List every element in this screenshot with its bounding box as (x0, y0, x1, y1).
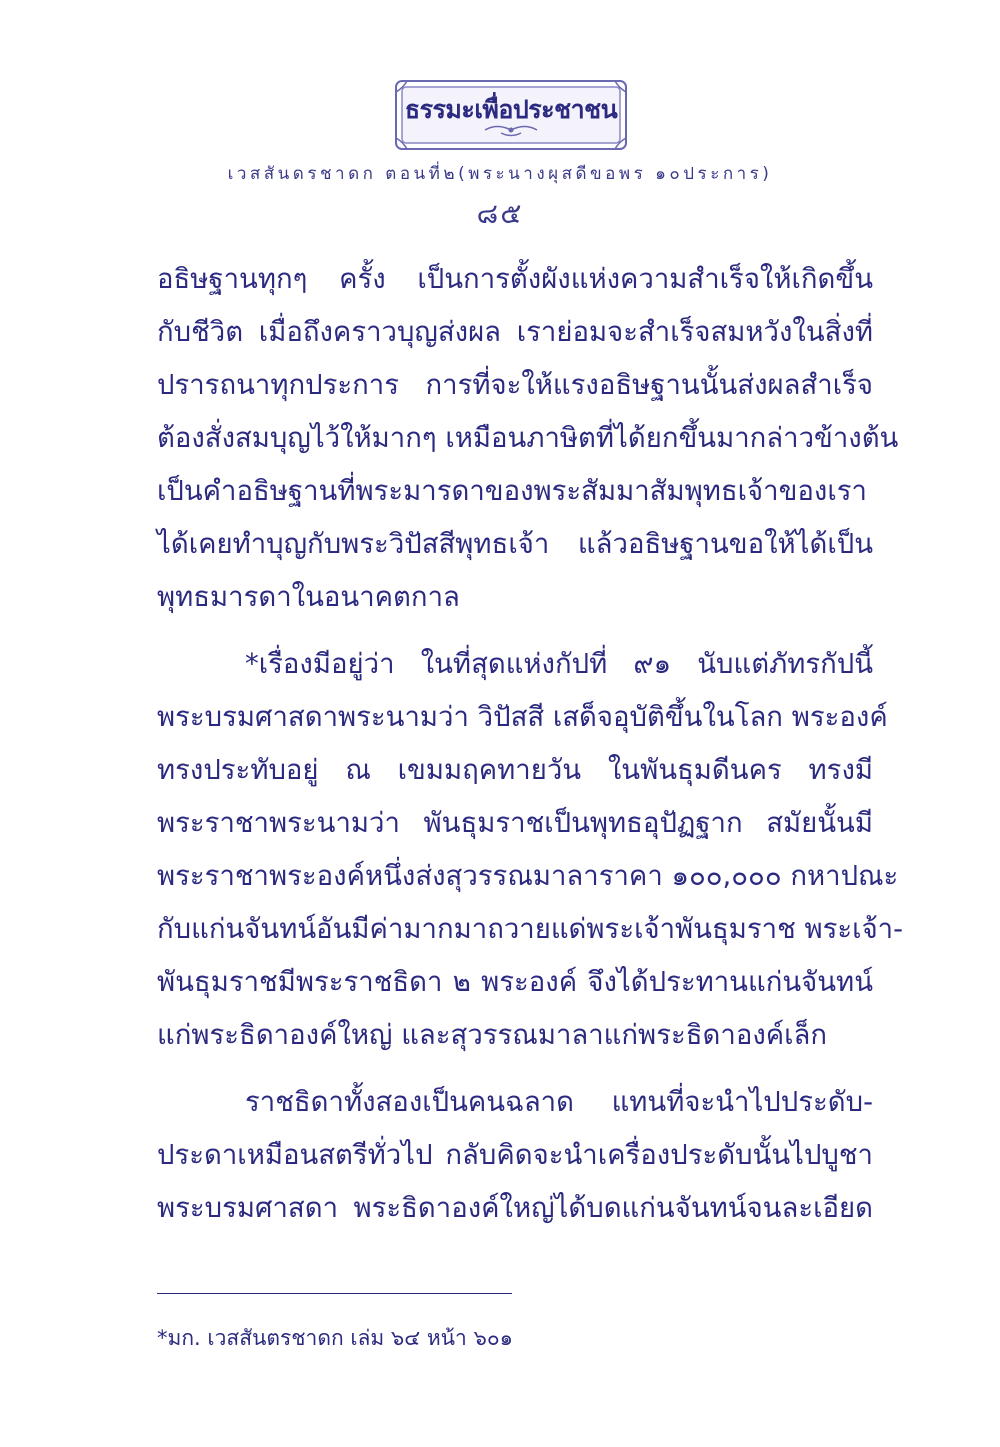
text-line: อธิษฐานทุกๆ ครั้ง เป็นการตั้งผังแห่งความสำเร็จให้เกิดขึ้น (157, 263, 873, 295)
body-text (157, 253, 904, 1235)
text-line: พระราชาพระองค์หนึ่งส่งสุวรรณมาลาราคา ๑๐๐,๐๐๐ กหาปณะ (157, 860, 899, 892)
text-line: ได้เคยทำบุญกับพระวิปัสสีพุทธเจ้า แล้วอธิษฐานขอให้ได้เป็น (157, 528, 873, 560)
text-line: *เรื่องมีอยู่ว่า ในที่สุดแห่งกัปที่ ๙๑ นับแต่ภัทรกัปนี้ (245, 648, 873, 680)
paragraph-3 (157, 1076, 873, 1235)
chapter-subtitle: เวสสันดรชาดก ตอนที่๒(พระนางผุสดีขอพร ๑๐ประการ) (227, 164, 773, 184)
text-line: พระราชาพระนามว่า พันธุมราชเป็นพุทธอุปัฏฐาก สมัยนั้นมี (157, 807, 873, 839)
header-logo (393, 78, 629, 152)
text-line: ทรงประทับอยู่ ณ เขมมฤคทายวัน ในพันธุมดีนคร ทรงมี (157, 754, 873, 786)
text-line: พระบรมศาสดาพระนามว่า วิปัสสี เสด็จอุบัติขึ้นในโลก พระองค์ (157, 701, 888, 733)
text-line: พันธุมราชมีพระราชธิดา ๒ พระองค์ จึงได้ประทานแก่นจันทน์ (157, 966, 873, 998)
logo-text: ธรรมะเพื่อประชาชน (404, 95, 618, 124)
paragraph-1 (157, 253, 899, 624)
text-line: พุทธมารดาในอนาคตกาล (157, 581, 460, 613)
text-line: ต้องสั่งสมบุญไว้ให้มากๆ เหมือนภาษิตที่ได้ยกขึ้นมากล่าวข้างต้น (157, 422, 899, 454)
text-line: พระบรมศาสดา พระธิดาองค์ใหญ่ได้บดแก่นจันทน์จนละเอียด (157, 1192, 873, 1224)
page-number: ๘๕ (476, 197, 524, 230)
paragraph-2 (157, 638, 904, 1062)
text-line: แก่พระธิดาองค์ใหญ่ และสุวรรณมาลาแก่พระธิดาองค์เล็ก (157, 1019, 828, 1051)
text-line: ราชธิดาทั้งสองเป็นคนฉลาด แทนที่จะนำไปประดับ- (245, 1086, 873, 1118)
footnote-divider (157, 1293, 512, 1294)
text-line: กับแก่นจันทน์อันมีค่ามากมาถวายแด่พระเจ้าพันธุมราช พระเจ้า- (157, 913, 904, 945)
text-line: เป็นคำอธิษฐานที่พระมารดาของพระสัมมาสัมพุทธเจ้าของเรา (157, 475, 867, 507)
text-line: ปรารถนาทุกประการ การที่จะให้แรงอธิษฐานนั้นส่งผลสำเร็จ (157, 369, 873, 401)
text-line: กับชีวิต เมื่อถึงคราวบุญส่งผล เราย่อมจะสำเร็จสมหวังในสิ่งที่ (157, 316, 873, 348)
text-line: ประดาเหมือนสตรีทั่วไป กลับคิดจะนำเครื่องประดับนั้นไปบูชา (157, 1139, 873, 1171)
footnote: *มก. เวสสันตรชาดก เล่ม ๖๔ หน้า ๖๐๑ (157, 1326, 513, 1350)
